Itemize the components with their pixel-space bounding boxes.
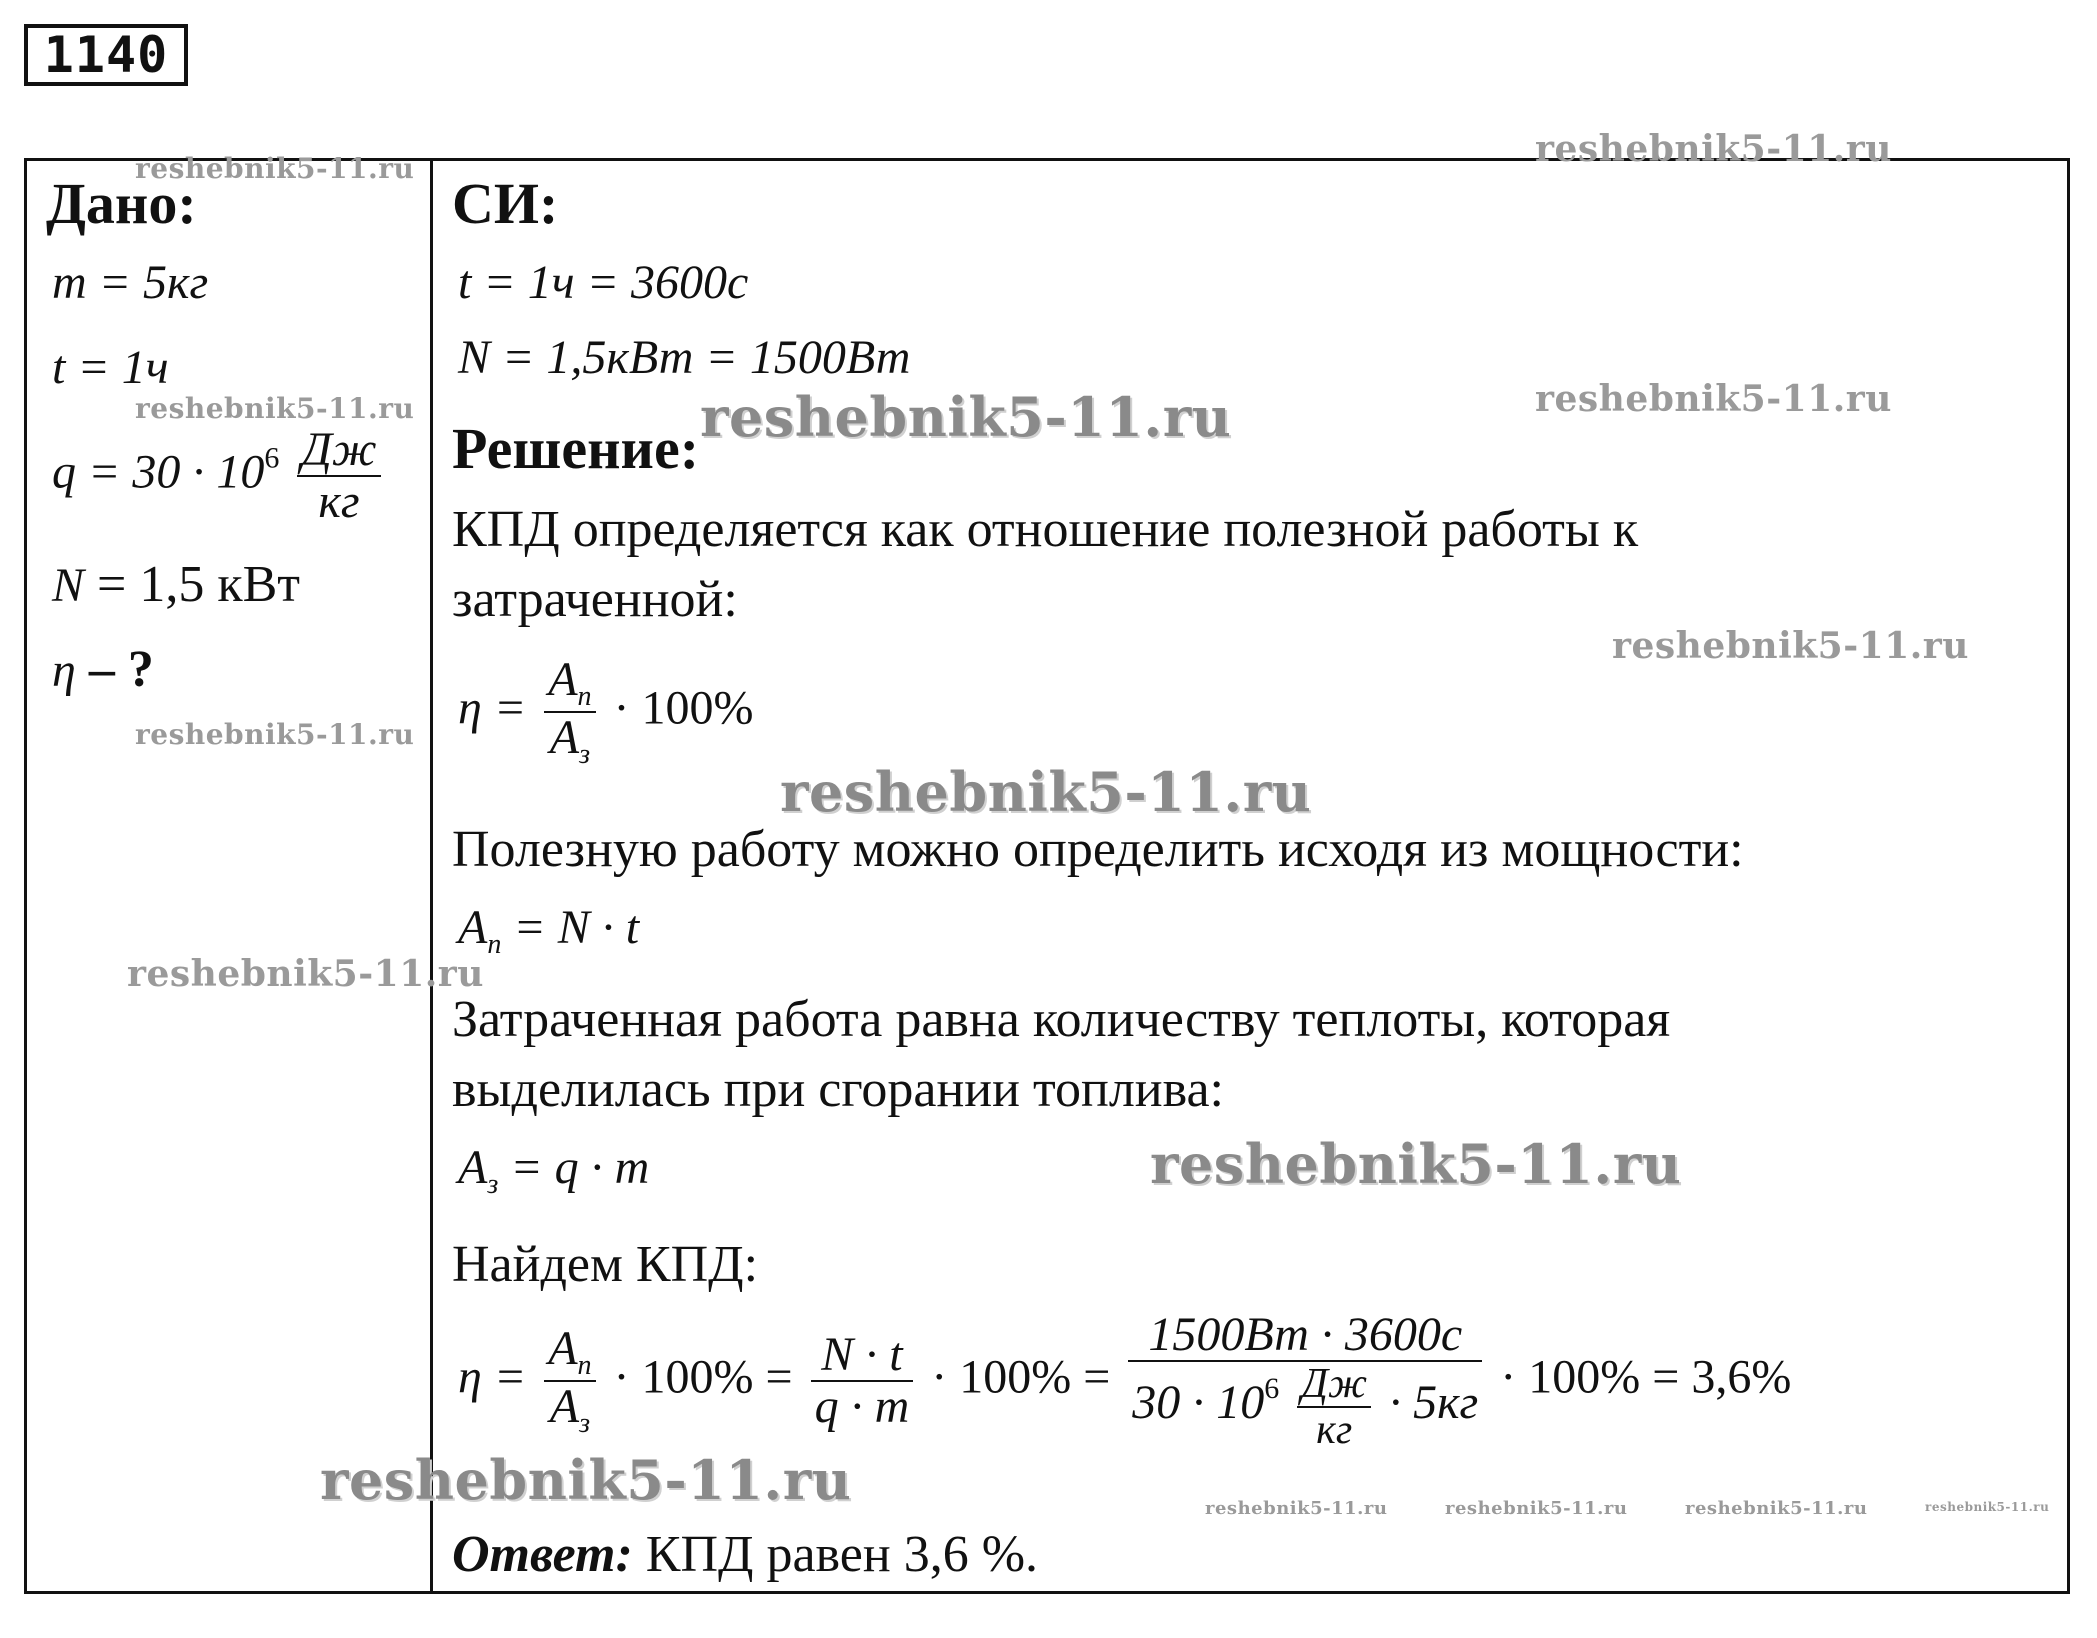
watermark: reshebnik5-11.ru [1205,1498,1388,1519]
watermark: reshebnik5-11.ru [1150,1132,1682,1196]
given-q-exp: 6 [264,441,280,475]
given-q-lhs: q = 30 · 10 [52,445,265,499]
answer-label: Ответ: [452,1526,633,1583]
solution-header: Решение: [452,416,700,481]
given-q-unit-num: Дж [297,425,380,477]
si-N: N = 1,5кВт = 1500Вт [458,331,911,384]
watermark: reshebnik5-11.ru [127,953,484,995]
formula-1-denominator: $A_з$ [549,711,590,771]
paragraph-1-line-1: КПД определяется как отношение полезной работы к [452,501,1639,558]
formula-4-result: · 100% = 3,6% [1500,1350,1792,1404]
paragraph-2: Полезную работу можно определить исходя из мощности: [452,821,1744,878]
formula-2-rhs: = N · t [501,901,640,954]
watermark: reshebnik5-11.ru [1445,1498,1628,1519]
given-header: Дано: [46,171,197,236]
formula-1-numerator: $A_п$ [544,655,595,713]
paragraph-4: Найдем КПД: [452,1236,759,1293]
paragraph-3-line-2: выделилась при сгорании топлива: [452,1061,1225,1118]
formula-1-fraction [544,655,595,770]
formula-4-mul-2: · 100% = [931,1350,1111,1404]
watermark: reshebnik5-11.ru [135,392,415,425]
formula-useful-work: $A_п = N \cdot t$ [458,901,640,960]
watermark: reshebnik5-11.ru [1535,378,1892,420]
given-N-val: = 1,5 кВт [84,556,301,613]
formula-1-rhs: · 100% [613,681,754,735]
watermark: reshebnik5-11.ru [320,1448,852,1512]
si-header: СИ: [452,171,559,236]
given-m: m = 5кг [52,256,209,309]
problem-number: 1140 [24,24,188,86]
watermark: reshebnik5-11.ru [1685,1498,1868,1519]
given-eta [52,640,154,699]
answer-text: КПД равен 3,6 %. [632,1526,1039,1583]
formula-3-rhs: = q · m [498,1141,650,1194]
formula-4-fraction-3-numerator: 1500Вт · 3600с [1128,1310,1482,1362]
given-eta-question: – ? [75,641,154,698]
formula-4-fraction-2: $\frac{N \cdot t}{q \cdot m}$ [811,1330,914,1433]
given-q-unit [297,425,380,528]
formula-final [458,1310,1791,1453]
formula-efficiency [458,655,754,770]
column-divider [430,158,433,1594]
formula-4-fraction-1: $\frac{A_п}{A_з}$ [544,1324,595,1439]
watermark: reshebnik5-11.ru [700,385,1232,449]
watermark: reshebnik5-11.ru [1612,625,1969,667]
paragraph-1-line-2: затраченной: [452,571,738,628]
watermark: reshebnik5-11.ru [1535,128,1892,170]
formula-4-lhs: η = [458,1350,527,1404]
formula-1-lhs: η = [458,681,527,735]
given-q [52,425,387,528]
watermark: reshebnik5-11.ru [135,152,415,185]
answer [452,1525,1038,1584]
paragraph-3-line-1: Затраченная работа равна количеству теплоты, которая [452,991,1671,1048]
formula-4-fraction-3-denominator: $30 \cdot 10^6$ $\frac{Дж}{кг}$ · 5кг [1132,1361,1479,1454]
watermark: reshebnik5-11.ru [135,718,415,751]
given-q-unit-den: кг [318,475,360,529]
watermark: reshebnik5-11.ru [1925,1500,2050,1514]
given-eta-sym: η [52,644,76,697]
si-t: t = 1ч = 3600с [458,256,749,309]
given-N-sym: N [52,559,85,612]
formula-4-mul-1: · 100% = [613,1350,793,1404]
formula-spent-work: $A_з = q \cdot m$ [458,1141,650,1200]
given-N [52,555,300,614]
given-t: t = 1ч [52,341,169,394]
formula-4-fraction-3 [1128,1310,1482,1453]
watermark: reshebnik5-11.ru [780,760,1312,824]
